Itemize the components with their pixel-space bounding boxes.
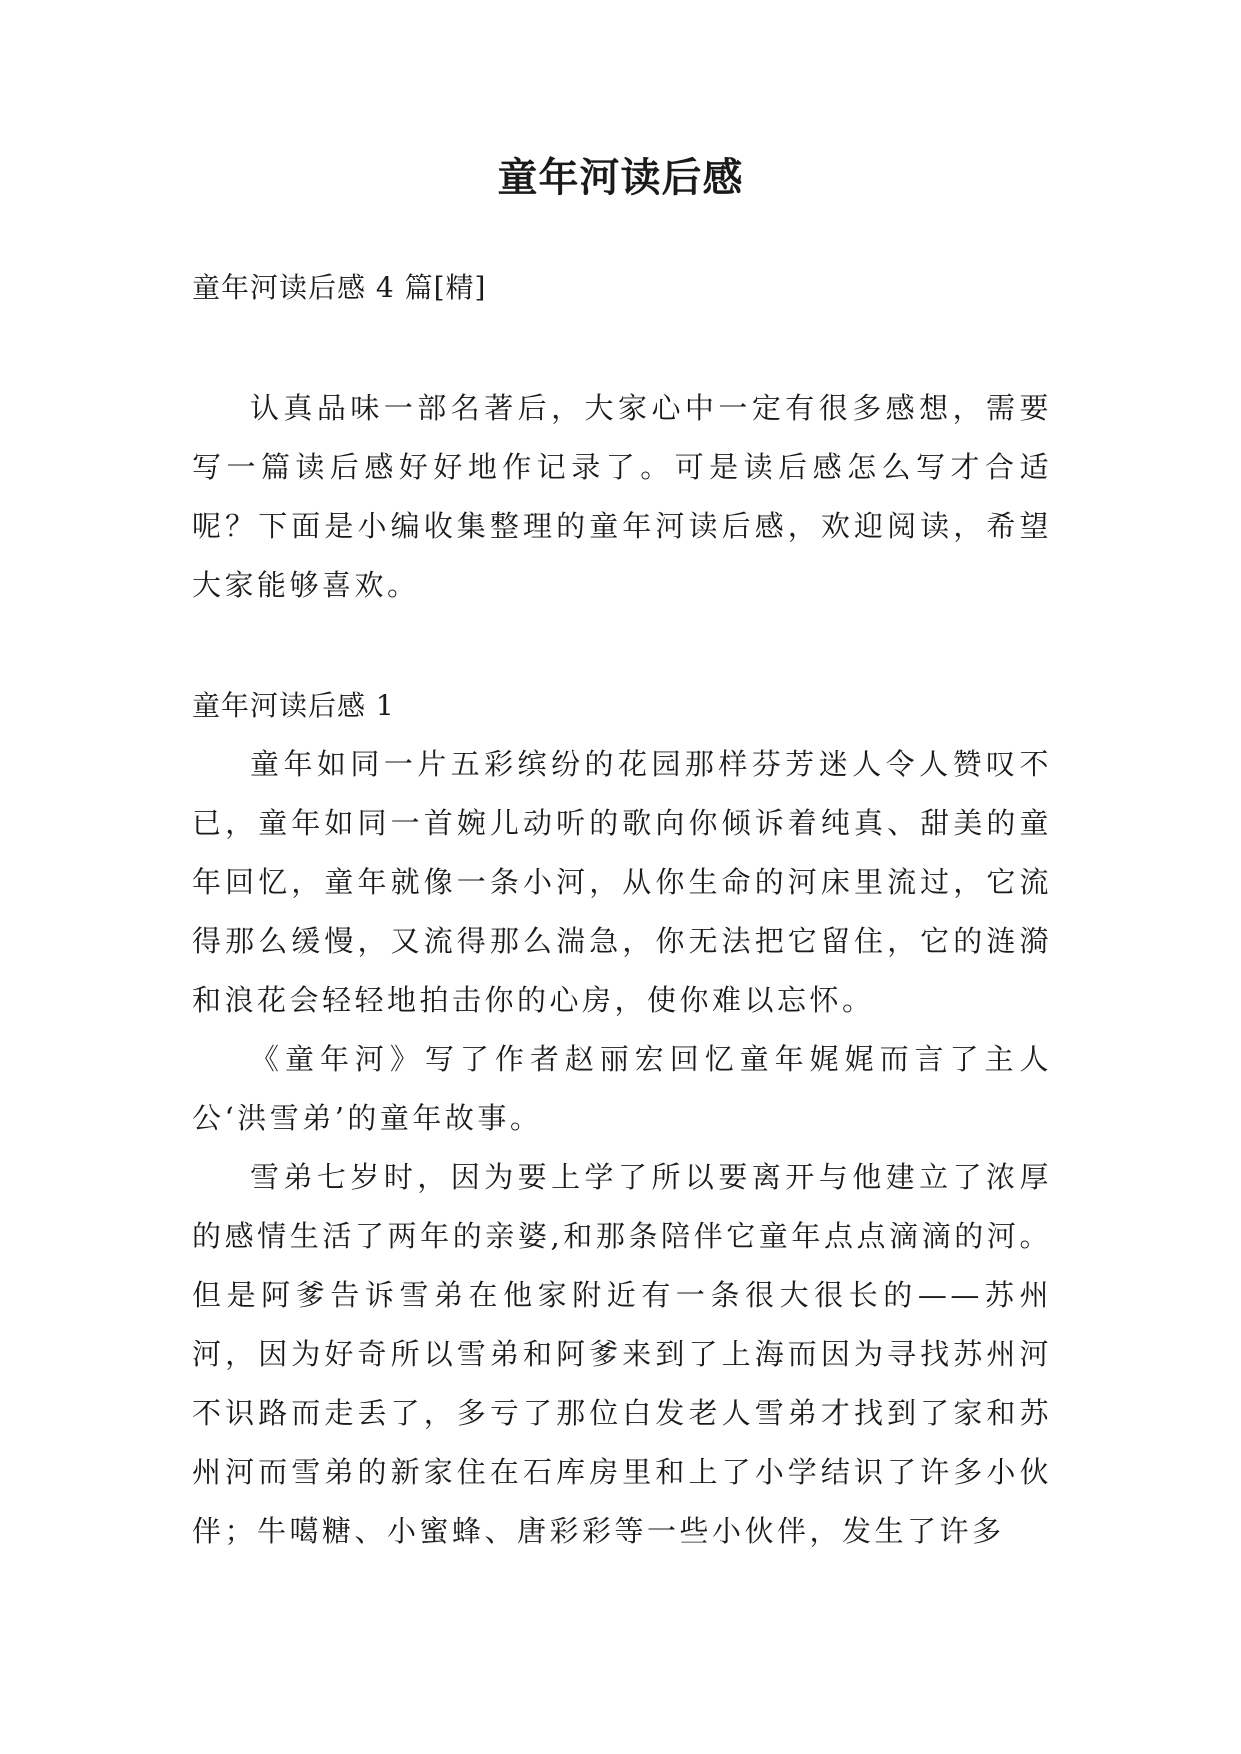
document-subtitle: 童年河读后感 4 篇[精] [192,271,487,304]
document-title: 童年河读后感 [497,155,744,201]
section-heading: 童年河读后感 1 [192,689,395,722]
body-paragraph: 童年如同一片五彩缤纷的花园那样芬芳迷人令人赞叹不已，童年如同一首婉儿动听的歌向你倾诉着纯真、甜美的童年回忆，童年就像一条小河，从你生命的河床里流过，它流得那么缓慢，又流得那么湍急，你无法把它留住，它的涟漪和浪花会轻轻地拍击你的心房，使你难以忘怀。 [192,747,1052,1017]
body-paragraph: 雪弟七岁时，因为要上学了所以要离开与他建立了浓厚的感情生活了两年的亲婆,和那条陪伴它童年点点滴滴的河。但是阿爹告诉雪弟在他家附近有一条很大很长的——苏州河，因为好奇所以雪弟和阿爹来到了上海而因为寻找苏州河不识路而走丢了，多亏了那位白发老人雪弟才找到了家和苏州河而雪弟的新家住在石库房里和上了小学结识了许多小伙伴；牛噶糖、小蜜蜂、唐彩彩等一些小伙伴，发生了许多 [192,1160,1052,1548]
intro-paragraph: 认真品味一部名著后，大家心中一定有很多感想，需要写一篇读后感好好地作记录了。可是读后感怎么写才合适呢？下面是小编收集整理的童年河读后感，欢迎阅读，希望大家能够喜欢。 [192,391,1052,602]
document-body [192,258,1052,1561]
body-paragraph: 《童年河》写了作者赵丽宏回忆童年娓娓而言了主人公‘洪雪弟’的童年故事。 [192,1042,1052,1135]
